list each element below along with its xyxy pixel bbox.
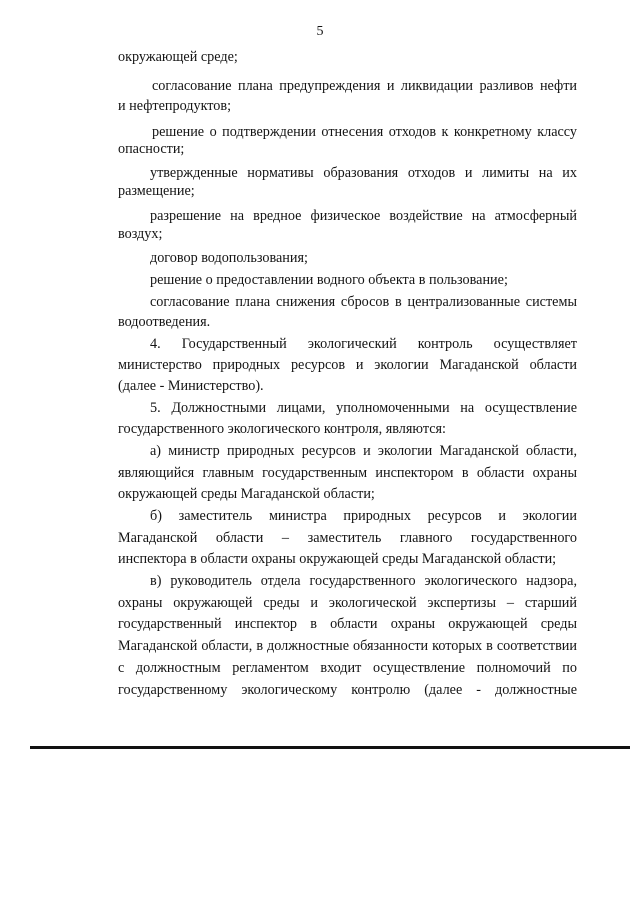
footer-rule <box>30 746 630 749</box>
text-line: утвержденные нормативы образования отходов и лимиты на их <box>150 165 577 181</box>
text-line: Магаданской области, в должностные обязанности которых в соответствии <box>118 638 577 654</box>
page-number: 5 <box>316 24 324 39</box>
text-line: государственный инспектор в области охраны окружающей среды <box>118 616 577 632</box>
text-line: договор водопользования; <box>150 250 308 266</box>
text-line: водоотведения. <box>118 314 211 330</box>
text-line: с должностным регламентом входит осуществление полномочий по <box>118 660 577 676</box>
text-line: воздух; <box>118 226 163 242</box>
text-line: в) руководитель отдела государственного экологического надзора, <box>150 573 577 589</box>
text-line: опасности; <box>118 141 185 157</box>
text-line: охраны окружающей среды и экологической экспертизы – старший <box>118 595 577 611</box>
text-line: а) министр природных ресурсов и экологии Магаданской области, <box>150 443 577 459</box>
text-line: решение о подтверждении отнесения отходов к конкретному классу <box>152 124 577 140</box>
text-line: 5. Должностными лицами, уполномоченными на осуществление <box>150 400 577 416</box>
text-line: окружающей среде; <box>118 49 238 65</box>
text-line: и нефтепродуктов; <box>118 98 232 114</box>
text-line: государственного экологического контроля, являются: <box>118 421 446 437</box>
text-line: являющийся главным государственным инспектором в области охраны <box>118 465 577 481</box>
text-line: Магаданской области – заместитель главного государственного <box>118 530 577 546</box>
text-line: министерство природных ресурсов и экологии Магаданской области <box>118 357 577 373</box>
text-line: 4. Государственный экологический контроль осуществляет <box>150 336 577 352</box>
text-line: (далее - Министерство). <box>118 378 264 394</box>
text-line: согласование плана предупреждения и ликвидации разливов нефти <box>152 78 577 94</box>
text-line: разрешение на вредное физическое воздействие на атмосферный <box>150 208 577 224</box>
text-line: решение о предоставлении водного объекта в пользование; <box>150 272 508 288</box>
text-line: государственному экологическому контролю (далее - должностные <box>118 682 577 698</box>
text-line: б) заместитель министра природных ресурсов и экологии <box>150 508 577 524</box>
text-line: инспектора в области охраны окружающей среды Магаданской области; <box>118 551 557 567</box>
text-line: согласование плана снижения сбросов в централизованные системы <box>150 294 577 310</box>
text-line: размещение; <box>118 183 195 199</box>
text-line: окружающей среды Магаданской области; <box>118 486 375 502</box>
